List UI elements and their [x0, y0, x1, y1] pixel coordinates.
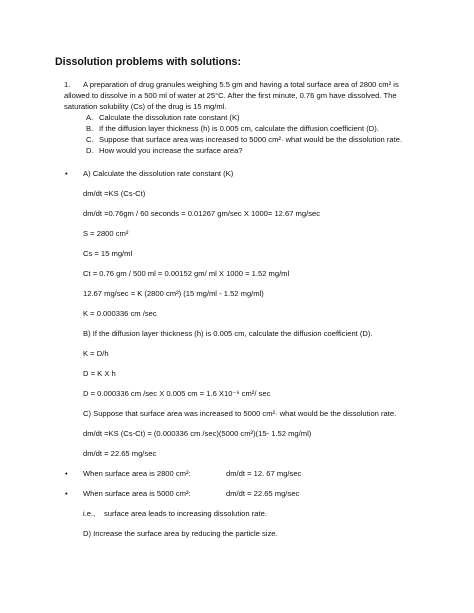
solution-b-heading: B) If the diffusion layer thickness (h) is 0.005 cm, calculate the diffusion coefficient (D). — [83, 329, 373, 338]
equation-7: K = 0.000336 cm /sec — [83, 309, 157, 318]
problem-line-1: A preparation of drug granules weighing 5.5 gm and having a total surface area of 2800 cm² is — [83, 80, 399, 89]
equation-11: dm/dt =KS (Cs-Ct) = (0.000336 cm /sec)(5000 cm²)(15- 1.52 mg/ml) — [83, 429, 312, 438]
equation-3: S = 2800 cm² — [83, 229, 129, 238]
equation-9: D = K X h — [83, 369, 116, 378]
solution-d-answer: D) Increase the surface area by reducing the particle size. — [83, 529, 278, 538]
compare-1-right: dm/dt = 12. 67 mg/sec — [226, 469, 302, 478]
equation-10: D = 0.000336 cm /sec X 0.005 cm = 1.6 X10⁻⁶ cm²/ sec — [83, 389, 271, 398]
problem-line-2: allowed to dissolve in a 500 ml of water at 25°C. After the first minute, 0.76 gm have dissolved. The — [64, 91, 397, 100]
problem-line-3: saturation solubility (Cs) of the drug is 15 mg/ml. — [64, 102, 227, 111]
part-d-text: How would you increase the surface area? — [99, 146, 243, 155]
part-a-text: Calculate the dissolution rate constant (K) — [99, 113, 240, 122]
bullet-compare-2: • — [65, 489, 68, 498]
equation-1: dm/dt =KS (Cs-Ct) — [83, 189, 146, 198]
page-title: Dissolution problems with solutions: — [55, 56, 241, 68]
equation-6: 12.67 mg/sec = K (2800 cm²) (15 mg/ml - 1.52 mg/ml) — [83, 289, 264, 298]
part-b-label: B. — [86, 124, 94, 133]
solution-a-heading: A) Calculate the dissolution rate constant (K) — [83, 169, 234, 178]
equation-12: dm/dt = 22.65 mg/sec — [83, 449, 157, 458]
compare-2-left: When surface area is 5000 cm²: — [83, 489, 191, 498]
ie-label: i.e., — [83, 509, 96, 518]
bullet-a: • — [65, 169, 68, 178]
part-c-text: Suppose that surface area was increased to 5000 cm²· what would be the dissolution rate. — [99, 135, 403, 144]
part-d-label: D. — [86, 146, 94, 155]
ie-text: surface area leads to increasing dissolution rate. — [104, 509, 267, 518]
part-a-label: A. — [86, 113, 94, 122]
bullet-compare-1: • — [65, 469, 68, 478]
equation-8: K = D/h — [83, 349, 109, 358]
equation-2: dm/dt =0.76gm / 60 seconds = 0.01267 gm/sec X 1000= 12.67 mg/sec — [83, 209, 321, 218]
compare-1-left: When surface area is 2800 cm²: — [83, 469, 191, 478]
compare-2-right: dm/dt = 22.65 mg/sec — [226, 489, 300, 498]
problem-number: 1. — [64, 80, 71, 89]
solution-c-heading: C) Suppose that surface area was increased to 5000 cm²· what would be the dissolution rate. — [83, 409, 397, 418]
equation-4: Cs = 15 mg/ml — [83, 249, 133, 258]
part-b-text: If the diffusion layer thickness (h) is 0.005 cm, calculate the diffusion coefficient (D). — [99, 124, 379, 133]
part-c-label: C. — [86, 135, 94, 144]
equation-5: Ct = 0.76 gm / 500 ml = 0.00152 gm/ ml X 1000 = 1.52 mg/ml — [83, 269, 290, 278]
